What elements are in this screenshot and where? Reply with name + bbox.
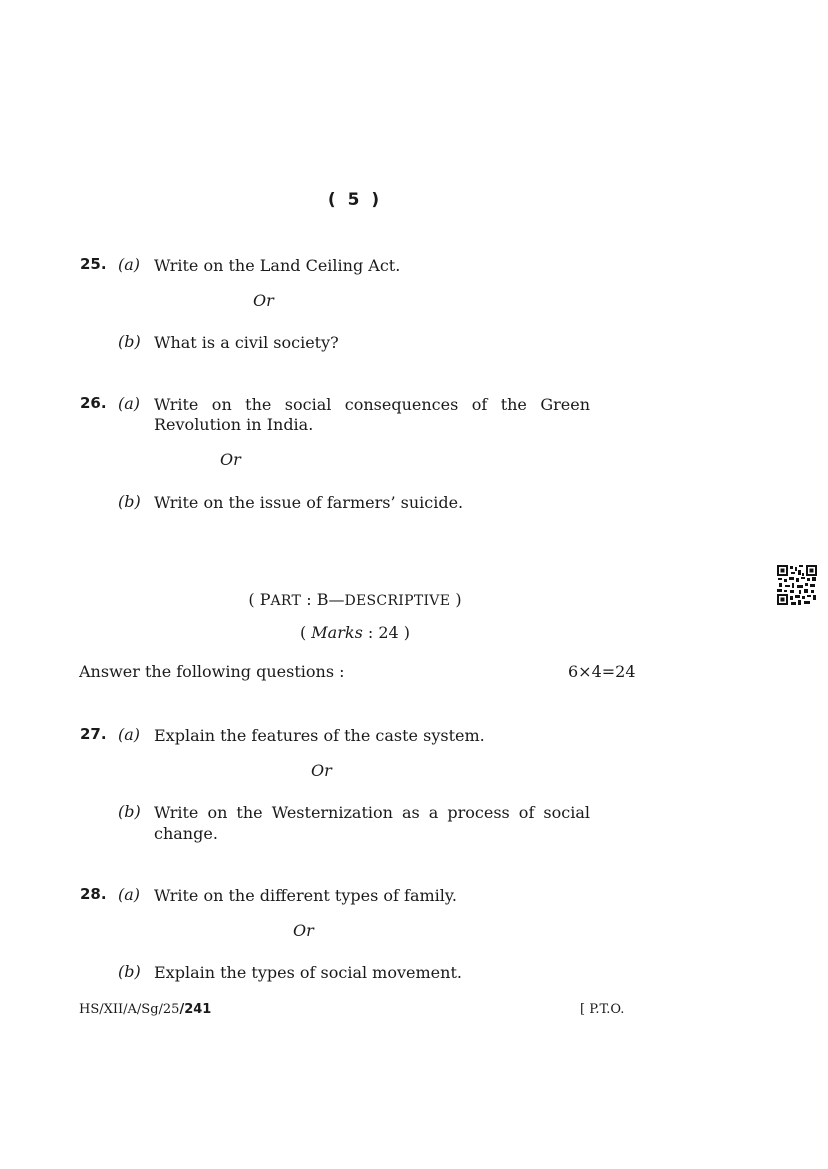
question-number: 27. (80, 725, 107, 743)
paper-code (79, 1002, 211, 1017)
question-text: What is a civil society? (154, 333, 339, 352)
option-label: (b) (118, 332, 141, 351)
or-label: Or (220, 450, 241, 469)
option-label: (a) (118, 255, 141, 274)
part-desc-word: DESCRIPTIVE (344, 593, 451, 609)
paper-code-suffix: /241 (179, 1002, 212, 1017)
question-text: Explain the features of the caste system. (154, 726, 485, 745)
question-number: 28. (80, 885, 107, 903)
option-label: (a) (118, 725, 141, 744)
pto-label: [ P.T.O. (580, 1002, 625, 1017)
question-text: Explain the types of social movement. (154, 963, 462, 982)
qr-code-icon (777, 565, 817, 605)
option-label: (b) (118, 492, 141, 511)
part-open: ( (248, 590, 260, 609)
part-heading (0, 590, 710, 609)
part-word: PART (259, 590, 302, 609)
part-sep: : B— (301, 590, 345, 609)
marks-heading (0, 623, 710, 642)
question-text-line: Revolution in India. (154, 415, 314, 434)
page-number: ( 5 ) (327, 190, 383, 210)
question-text: Write on the issue of farmers’ suicide. (154, 493, 464, 512)
instruction-score: 6×4=24 (568, 662, 636, 681)
or-label: Or (311, 761, 332, 780)
instruction-text: Answer the following questions : (79, 662, 345, 681)
paper-code-prefix: HS/XII/A/Sg/25 (79, 1002, 180, 1017)
part-close: ) (450, 590, 462, 609)
question-text-line: Write on the social consequences of the Green (154, 395, 590, 414)
question-text-line: change. (154, 824, 218, 843)
question-number: 25. (80, 255, 107, 273)
option-label: (a) (118, 394, 141, 413)
or-label: Or (293, 921, 314, 940)
option-label: (a) (118, 885, 141, 904)
question-text: Write on the Land Ceiling Act. (154, 256, 401, 275)
option-label: (b) (118, 962, 141, 981)
marks-value: : 24 ) (362, 623, 411, 642)
question-text: Write on the different types of family. (154, 886, 457, 905)
question-number: 26. (80, 394, 107, 412)
question-text-line: Write on the Westernization as a process of social (154, 803, 590, 822)
marks-label: Marks (311, 623, 363, 642)
marks-prefix: ( (299, 623, 312, 642)
or-label: Or (253, 291, 274, 310)
option-label: (b) (118, 802, 141, 821)
